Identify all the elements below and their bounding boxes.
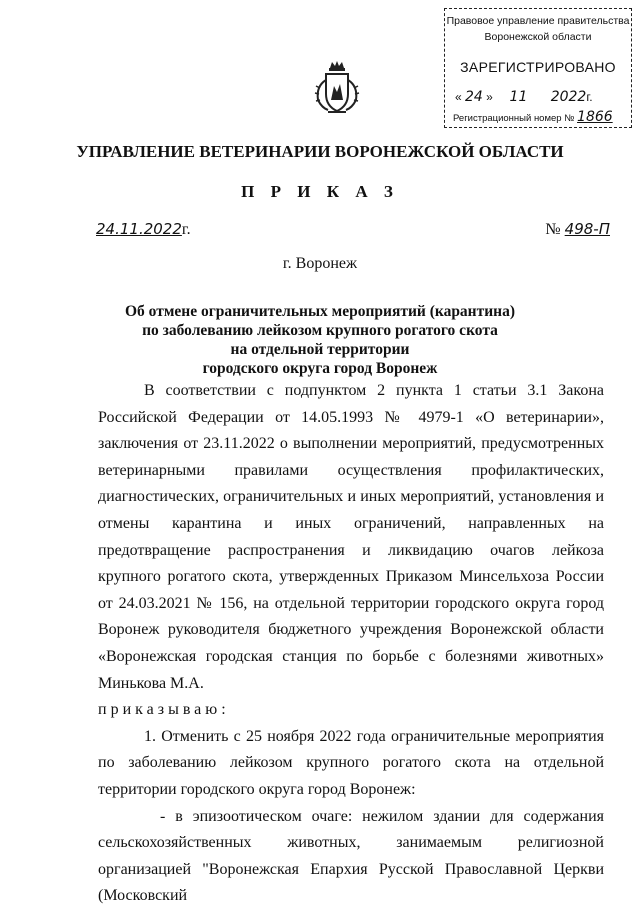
stamp-registration [453, 109, 613, 125]
stamp-reg-label: Регистрационный номер № [453, 113, 575, 124]
subject-line: Об отмене ограничительных мероприятий (карантина) [124, 303, 516, 320]
order-number-handwritten: 498-П [564, 220, 610, 238]
city-line: г. Воронеж [282, 255, 358, 272]
document-body [98, 378, 604, 910]
stamp-registered-label: ЗАРЕГИСТРИРОВАНО [460, 59, 616, 75]
order-number [545, 220, 610, 239]
stamp-date-year: 2022 [550, 89, 587, 105]
preamble-paragraph: В соответствии с подпунктом 2 пункта 1 статьи 3.1 Закона Российской Федерации от 14.05.1993 № 4979-1 «О ветеринарии», заключения от 23.11.2022 о выполнении мероприятий, предусмотренных ветеринарными правилами осуществления профилактических, диагностических, ограничительных и иных мероприятий, установления и отмены карантина и иных ограничений, направленных на предотвращение распространения и ликвидацию очагов лейкоза крупного рогатого скота, утвержденных Приказом Минсельхоза России от 24.03.2021 № 156, на отдельной территории городского округа город Воронеж руководителя бюджетного учреждения Воронежской области «Воронежская городская станция по борьбе с болезнями животных» Минькова М.А. [98, 382, 604, 692]
stamp-date: « 24 » 11 2022г. [455, 89, 593, 105]
order-item-1: 1. Отменить с 25 ноября 2022 года ограничительные мероприятия по заболеванию лейкозом крупного рогатого скота на отдельной территории городского округа город Воронеж: [98, 727, 604, 798]
order-date-suffix: г. [181, 221, 191, 238]
document-title: П Р И К А З [241, 182, 399, 201]
stamp-date-day: 24 [465, 89, 483, 105]
order-number-prefix: № [545, 221, 561, 238]
order-item-1-subitem: - в эпизоотическом очаге: нежилом здании для содержания сельскохозяйственных животных, занимаемым религиозной организацией "Воронежская Епархия Русской Православной Церкви (Московский [98, 807, 604, 905]
order-date-handwritten: 24.11.2022 [96, 220, 182, 238]
subject-line: городского округа город Воронеж [202, 360, 438, 377]
subject-line: по заболеванию лейкозом крупного рогатого скота [142, 322, 498, 339]
stamp-authority-line2: Воронежской области [484, 31, 592, 43]
organization-name: УПРАВЛЕНИЕ ВЕТЕРИНАРИИ ВОРОНЕЖСКОЙ ОБЛАСТИ [76, 142, 564, 161]
stamp-date-month: 11 [509, 89, 528, 105]
registration-stamp [444, 8, 632, 128]
order-word: приказываю: [98, 701, 230, 719]
stamp-authority-line1: Правовое управление правительства [446, 15, 630, 27]
order-subject [0, 302, 640, 378]
coat-of-arms-icon [314, 60, 360, 116]
subject-line: на отдельной территории [230, 341, 410, 358]
stamp-reg-number: 1866 [577, 109, 613, 125]
order-date [96, 220, 191, 239]
